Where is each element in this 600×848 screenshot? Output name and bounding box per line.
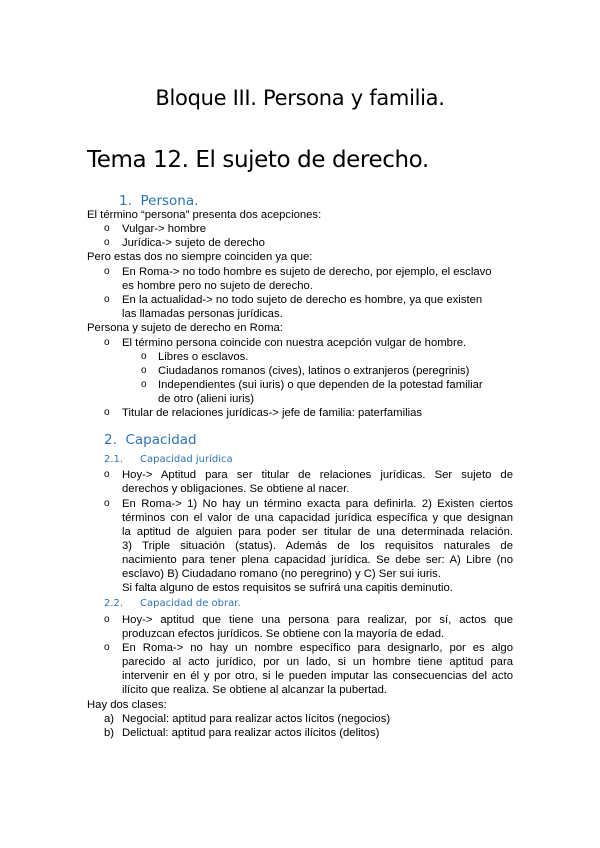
juridica-hoy-line2: derechos y obligaciones. Se obtiene al nacer. xyxy=(122,483,350,495)
subsection-heading-capacidad-juridica: 2.1. Capacidad jurídica xyxy=(104,454,233,465)
list-item-juridica: Jurídica-> sujeto de derecho xyxy=(122,237,265,249)
juridica-roma-line1: En Roma-> 1) No hay un término exacta para definirla. 2) Existen ciertos xyxy=(122,498,513,510)
bullet-marker: o xyxy=(141,365,147,376)
obrar-roma-line4: ilícito que realiza. Se obtiene al alcanzar la pubertad. xyxy=(122,684,388,696)
sublist-item-independientes-line1: Independientes (sui iuris) o que dependen de la potestad familiar xyxy=(158,379,483,391)
paragraph-no-coinciden: Pero estas dos no siempre coinciden ya que: xyxy=(87,251,313,263)
bullet-marker: o xyxy=(104,223,110,234)
juridica-hoy-line1: Hoy-> Aptitud para ser titular de relaciones jurídicas. Ser sujeto de xyxy=(122,469,513,481)
paragraph-acepciones: El término “persona” presenta dos acepciones: xyxy=(87,209,322,221)
obrar-roma-line1: En Roma-> no hay un nombre específico para designarlo, por es algo xyxy=(122,642,513,654)
list-item-vulgar: Vulgar-> hombre xyxy=(122,223,207,235)
juridica-roma-line5: nacimiento para tener plena capacidad jurídica. Se debe ser: A) Libre (no xyxy=(122,554,513,566)
document-title: Bloque III. Persona y familia. xyxy=(155,86,445,110)
section-heading-capacidad: 2. Capacidad xyxy=(104,432,197,448)
list-item-roma-line2: es hombre pero no sujeto de derecho. xyxy=(122,280,313,292)
bullet-marker: o xyxy=(104,469,110,480)
obrar-roma-line3: intervenir en él y por otro, si le pueden imputar las consecuencias del acto xyxy=(122,670,513,682)
list-item-actualidad-line1: En la actualidad-> no todo sujeto de derecho es hombre, ya que existen xyxy=(122,294,483,306)
juridica-roma-line4: 3) Triple situación (status). Además de los requisitos naturales de xyxy=(122,540,513,552)
bullet-marker: o xyxy=(141,351,147,362)
juridica-roma-line7: Si falta alguno de estos requisitos se sufrirá una capitis deminutio. xyxy=(122,582,453,594)
bullet-marker: o xyxy=(104,294,110,305)
paragraph-dos-clases: Hay dos clases: xyxy=(87,699,167,711)
juridica-roma-line6: esclavo) B) Ciudadano romano (no peregrino) y C) Ser sui iuris. xyxy=(122,568,441,580)
bullet-marker: o xyxy=(104,266,110,277)
section-heading-persona: 1. Persona. xyxy=(119,193,199,209)
list-item-roma-line1: En Roma-> no todo hombre es sujeto de derecho, por ejemplo, el esclavo xyxy=(122,266,492,278)
list-item-actualidad-line2: las llamadas personas jurídicas. xyxy=(122,308,283,320)
sublist-item-libres: Libres o esclavos. xyxy=(158,351,249,363)
list-label-a: a) xyxy=(104,713,115,725)
obrar-roma-line2: parecido al acto jurídico, por un lado, si un hombre tiene aptitud para xyxy=(122,656,513,668)
sublist-item-independientes-line2: de otro (alieni iuris) xyxy=(158,393,255,405)
bullet-marker: o xyxy=(104,407,110,418)
list-item-titular: Titular de relaciones jurídicas-> jefe de familia: paterfamilias xyxy=(122,407,423,419)
sublist-item-ciudadanos: Ciudadanos romanos (cives), latinos o extranjeros (peregrinis) xyxy=(158,365,470,377)
bullet-marker: o xyxy=(104,337,110,348)
list-label-b: b) xyxy=(104,727,115,739)
obrar-hoy-line1: Hoy-> aptitud que tiene una persona para realizar, por sí, actos que xyxy=(122,614,513,626)
bullet-marker: o xyxy=(141,379,147,390)
list-item-negocial: Negocial: aptitud para realizar actos lícitos (negocios) xyxy=(122,713,391,725)
list-item-delictual: Delictual: aptitud para realizar actos ilícitos (delitos) xyxy=(122,727,380,739)
obrar-hoy-line2: produzcan efectos jurídicos. Se obtiene con la mayoría de edad. xyxy=(122,628,445,640)
topic-title: Tema 12. El sujeto de derecho. xyxy=(87,147,429,173)
list-item-coincide: El término persona coincide con nuestra acepción vulgar de hombre. xyxy=(122,337,467,349)
bullet-marker: o xyxy=(104,498,110,509)
juridica-roma-line3: la aptitud de alguien para poder ser titular de una determinada relación. xyxy=(122,526,513,538)
subsection-heading-capacidad-obrar: 2.2. Capacidad de obrar. xyxy=(104,598,241,609)
bullet-marker: o xyxy=(104,237,110,248)
paragraph-roma-head: Persona y sujeto de derecho en Roma: xyxy=(87,322,283,334)
bullet-marker: o xyxy=(104,614,110,625)
juridica-roma-line2: términos con el valor de una capacidad jurídica específica y que designan xyxy=(122,512,513,524)
bullet-marker: o xyxy=(104,642,110,653)
